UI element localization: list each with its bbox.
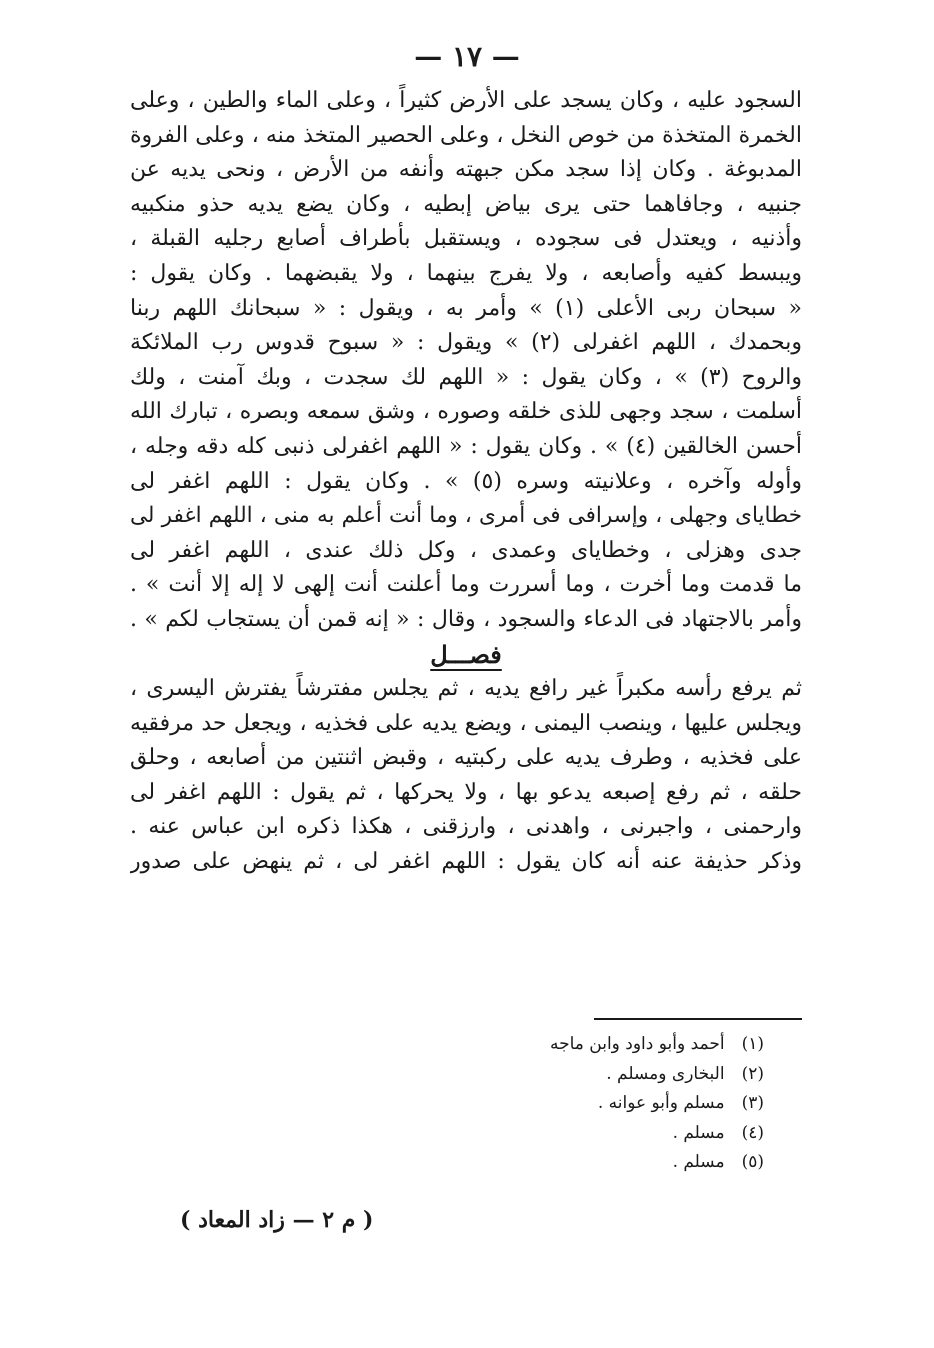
footnote-text: مسلم . <box>672 1122 725 1143</box>
text-line: ويبسط كفيه وأصابعه ، ولا يفرج بينهما ، ولا يقبضهما . وكان يقول : <box>130 260 802 286</box>
footnote-item <box>364 1119 764 1149</box>
text-line: حلقه ، ثم رفع إصبعه يدعو بها ، ولا يحركها ، ثم يقول : اللهم اغفر لى <box>130 779 802 805</box>
text-line: المدبوغة . وكان إذا سجد مكن جبهته وأنفه من الأرض ، ونحى يديه عن <box>130 157 802 183</box>
footnote-text: أحمد وأبو داود وابن ماجه <box>549 1034 725 1054</box>
text-line: ثم يرفع رأسه مكبراً غير رافع يديه ، ثم يجلس مفترشاً يفترش اليسرى ، <box>130 676 802 702</box>
text-line: جدى وهزلى ، وخطاياى وعمدى ، وكل ذلك عندى ، اللهم اغفر لى <box>130 537 802 563</box>
footnotes <box>364 1030 764 1178</box>
footnote-text: مسلم وأبو عوانه . <box>597 1093 725 1114</box>
text-line: وبحمدك ، اللهم اغفرلى (٢) » ويقول : « سبوح قدوس رب الملائكة <box>130 330 802 356</box>
footnote-divider <box>594 1018 802 1020</box>
text-line: وأوله وآخره ، وعلانيته وسره (٥) » . وكان يقول : اللهم اغفر لى <box>130 468 802 494</box>
page-number: — ١٧ — <box>414 40 520 73</box>
footnote-number: (١) <box>741 1034 764 1054</box>
text-line: وذكر حذيفة عنه أنه كان يقول : اللهم اغفر لى ، ثم ينهض على صدور <box>130 849 802 875</box>
footnote-item <box>364 1148 764 1178</box>
text-line: ويجلس عليها ، وينصب اليمنى ، ويضع يديه على فخذيه ، ويجعل حد مرفقيه <box>130 710 802 736</box>
printer-signature: ( م ٢ — زاد المعاد ) <box>180 1207 374 1233</box>
text-line: أسلمت ، سجد وجهى للذى خلقه وصوره ، وشق سمعه وبصره ، تبارك الله <box>130 399 802 425</box>
footnote-item <box>364 1089 764 1119</box>
text-line: وأمر بالاجتهاد فى الدعاء والسجود ، وقال : « إنه قمن أن يستجاب لكم » . <box>130 606 802 632</box>
text-line: وأذنيه ، ويعتدل فى سجوده ، ويستقبل بأطراف أصابع رجليه القبلة ، <box>130 226 802 252</box>
footnote-number: (٤) <box>741 1122 764 1143</box>
footnote-text: البخارى ومسلم . <box>606 1063 725 1084</box>
footnote-text: مسلم . <box>672 1152 725 1173</box>
text-line: على فخذيه ، وطرف يديه على ركبتيه ، وقبض اثنتين من أصابعه ، وحلق <box>130 745 802 771</box>
main-text <box>130 84 802 880</box>
footnote-item <box>364 1060 764 1090</box>
text-line: والروح (٣) » ، وكان يقول : « اللهم لك سجدت ، وبك آمنت ، ولك <box>130 364 802 390</box>
text-line: وارحمنى ، واجبرنى ، واهدنى ، وارزقنى ، هكذا ذكره ابن عباس عنه . <box>130 814 802 840</box>
text-line: الخمرة المتخذة من خوص النخل ، وعلى الحصير المتخذ منه ، وعلى الفروة <box>130 122 802 148</box>
text-line: ما قدمت وما أخرت ، وما أسررت وما أعلنت أنت إلهى لا إله إلا أنت » . <box>130 572 802 598</box>
text-line: السجود عليه ، وكان يسجد على الأرض كثيراً ، وعلى الماء والطين ، وعلى <box>130 88 802 113</box>
text-line: خطاياى وجهلى ، وإسرافى فى أمرى ، وما أنت أعلم به منى ، اللهم اغفر لى <box>130 503 802 529</box>
text-line: أحسن الخالقين (٤) » . وكان يقول : « اللهم اغفرلى ذنبى كله دقه وجله ، <box>130 433 802 459</box>
section-heading: فصـــل <box>430 639 502 669</box>
text-line: « سبحان ربى الأعلى (١) » وأمر به ، ويقول : « سبحانك اللهم ربنا <box>130 295 802 321</box>
footnote-number: (٢) <box>741 1063 764 1084</box>
footnote-number: (٥) <box>741 1152 764 1173</box>
footnote-number: (٣) <box>741 1093 764 1114</box>
text-line: جنبيه ، وجافاهما حتى يرى بياض إبطيه ، وكان يضع يديه حذو منكبيه <box>130 191 802 217</box>
footnote-item <box>364 1030 764 1060</box>
